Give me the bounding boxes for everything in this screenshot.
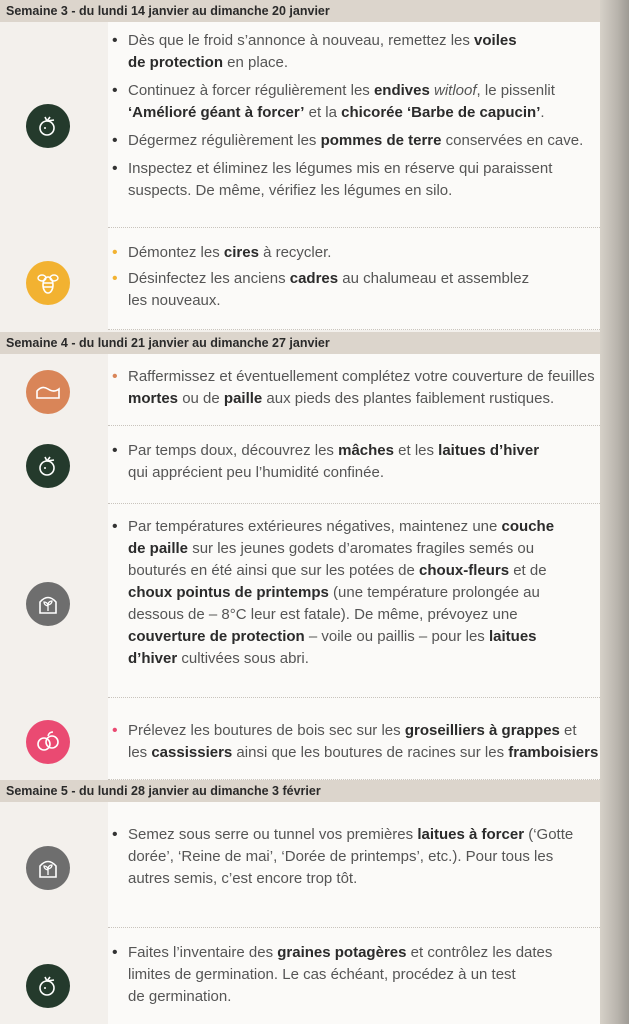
list-item-continued: choux pointus de printemps (une température prolongée au [128,584,540,601]
list-item-continued: dessous de – 8°C leur est fatale). De même, prévoyez une [128,606,518,623]
list-item: • Raffermissez et éventuellement complétez votre couverture de feuilles [112,368,595,385]
list-item: • Désinfectez les anciens cadres au chalumeau et assemblez [112,270,530,287]
list-item-continued: les nouveaux. [128,292,221,309]
week-4-vegetable-row [0,426,600,504]
week-5-greenhouse-row [0,802,600,928]
list-item: • Par températures extérieures négatives, maintenez une couche [112,518,555,535]
week-3-header: Semaine 3 - du lundi 14 janvier au dimanche 20 janvier [0,0,600,22]
week-4-soil-row [0,354,600,426]
list-item: • Prélevez les boutures de bois sec sur les groseilliers à grappes et [112,722,577,739]
list-item: • Faites l’inventaire des graines potagères et contrôlez les dates [112,944,553,961]
book-binding-shadow [600,0,629,1024]
list-item-continued: limites de germination. Le cas échéant, procédez à un test [128,966,516,983]
list-item-continued: de germination. [128,988,232,1005]
list-item: • Dès que le froid s’annonce à nouveau, remettez les voiles [112,32,517,49]
greenhouse-seedling-icon [26,846,70,890]
list-item-continued: qui apprécient peu l’humidité confinée. [128,464,385,481]
list-item-continued: de protection en place. [128,54,289,71]
week-4-fruit-row [0,698,600,780]
greenhouse-seedling-icon [26,582,70,626]
list-item-continued: de paille sur les jeunes godets d’aromates fragiles semés ou [128,540,535,557]
list-item: • Semez sous serre ou tunnel vos premières laitues à forcer (‘Gotte [112,826,574,843]
list-item: • Par temps doux, découvrez les mâches et les laitues d’hiver [112,442,540,459]
list-item-continued: les cassissiers ainsi que les boutures de racines sur les framboisiers [128,744,599,761]
week-3-vegetable-row [0,22,600,228]
list-item-continued: ‘Amélioré géant à forcer’ et la chicorée ‘Barbe de capucin’. [128,104,545,121]
list-item-continued: suspects. De même, vérifiez les légumes en silo. [128,182,453,199]
week-4-greenhouse-row [0,504,600,698]
list-item: • Dégermez régulièrement les pommes de terre conservées en cave. [112,132,584,149]
week-5-header: Semaine 5 - du lundi 28 janvier au dimanche 3 février [0,780,600,802]
list-item-continued: dorée’, ‘Reine de mai’, ‘Dorée de printemps’, etc.). Pour tous les [128,848,554,865]
vegetable-garden-icon [26,964,70,1008]
week-3-beekeeping-row [0,228,600,330]
list-item: • Continuez à forcer régulièrement les endives witloof, le pissenlit [112,82,555,99]
list-item-continued: bouturés en été ainsi que sur les potées de choux-fleurs et de [128,562,547,579]
fruit-icon [26,720,70,764]
vegetable-garden-icon [26,444,70,488]
list-item: • Inspectez et éliminez les légumes mis en réserve qui paraissent [112,160,553,177]
week-4-header: Semaine 4 - du lundi 21 janvier au dimanche 27 janvier [0,332,600,354]
list-item-continued: autres semis, c’est encore trop tôt. [128,870,358,887]
week-5-vegetable-row [0,928,600,1024]
bee-icon [26,261,70,305]
list-item-continued: d’hiver cultivées sous abri. [128,650,309,667]
vegetable-garden-icon [26,104,70,148]
list-item-continued: couverture de protection – voile ou paillis – pour les laitues [128,628,537,645]
soil-icon [26,370,70,414]
list-item-continued: mortes ou de paille aux pieds des plantes faiblement rustiques. [128,390,555,407]
list-item: • Démontez les cires à recycler. [112,244,332,261]
